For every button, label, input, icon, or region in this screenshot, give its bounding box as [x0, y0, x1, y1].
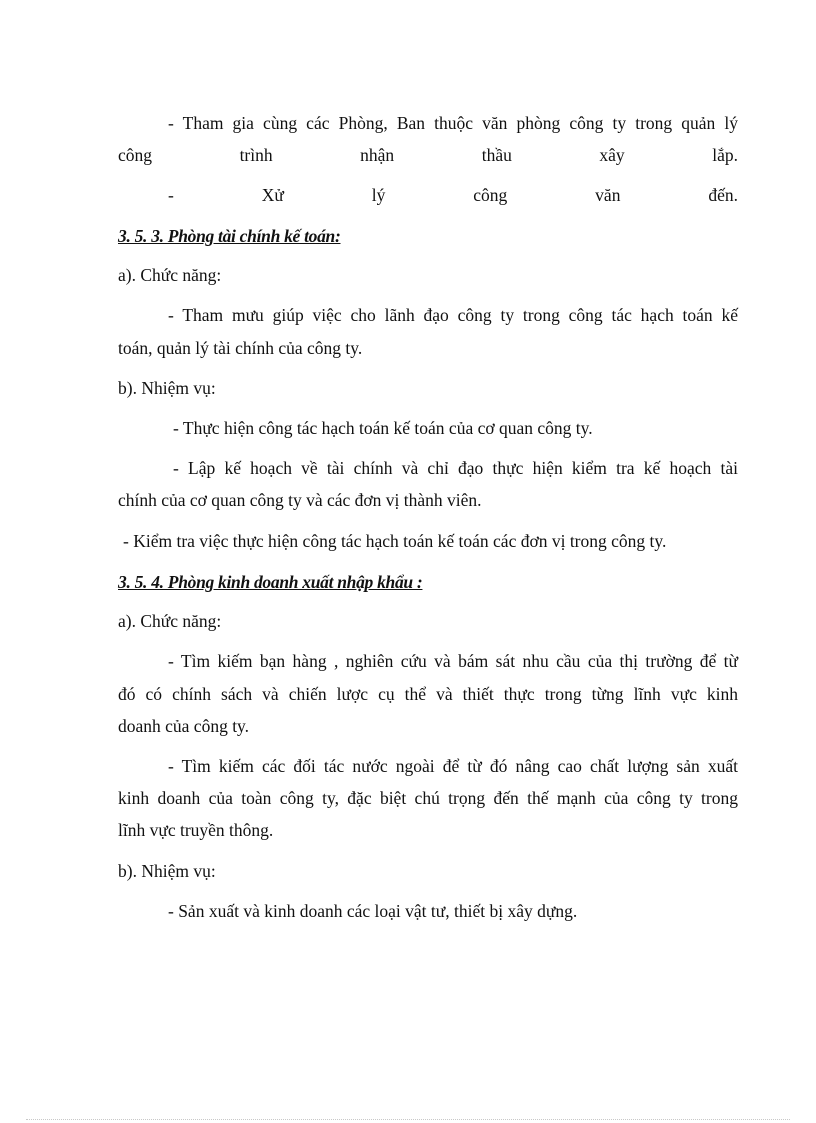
subsection-label: b). Nhiệm vụ:: [118, 861, 216, 881]
page-bottom-divider: [26, 1119, 790, 1120]
list-item: - Sản xuất và kinh doanh các loại vật tư, thiết bị xây dựng.: [168, 901, 578, 921]
paragraph-line: - Xử lý công văn đến.: [168, 185, 738, 205]
section-heading-3-5-4: 3. 5. 4. Phòng kinh doanh xuất nhập khẩu :: [118, 572, 423, 592]
subsection-label: a). Chức năng:: [118, 265, 222, 285]
section-heading-3-5-3: 3. 5. 3. Phòng tài chính kế toán:: [118, 226, 341, 246]
list-item: - Kiểm tra việc thực hiện công tác hạch toán kế toán các đơn vị trong công ty.: [123, 531, 667, 551]
list-item: - Lập kế hoạch về tài chính và chỉ đạo thực hiện kiểm tra kế hoạch tài: [173, 458, 738, 478]
paragraph-line: kinh doanh của toàn công ty, đặc biệt chú trọng đến thế mạnh của công ty trong: [118, 788, 738, 808]
list-item: - Thực hiện công tác hạch toán kế toán của cơ quan công ty.: [173, 418, 593, 438]
paragraph-line: toán, quản lý tài chính của công ty.: [118, 338, 363, 358]
subsection-label: b). Nhiệm vụ:: [118, 378, 216, 398]
paragraph-line: công trình nhận thầu xây lắp.: [118, 145, 738, 165]
paragraph-line: lĩnh vực truyền thông.: [118, 820, 274, 840]
document-page: [118, 0, 738, 1123]
paragraph-line: - Tham mưu giúp việc cho lãnh đạo công ty trong công tác hạch toán kế: [168, 305, 738, 325]
paragraph-line: đó có chính sách và chiến lược cụ thể và thiết thực trong từng lĩnh vực kinh: [118, 684, 738, 704]
subsection-label: a). Chức năng:: [118, 611, 222, 631]
paragraph-line: chính của cơ quan công ty và các đơn vị thành viên.: [118, 490, 482, 510]
paragraph-line: doanh của công ty.: [118, 716, 250, 736]
list-item: - Tìm kiếm các đối tác nước ngoài để từ đó nâng cao chất lượng sản xuất: [168, 756, 738, 776]
list-item: - Tìm kiếm bạn hàng , nghiên cứu và bám sát nhu cầu của thị trường để từ: [168, 651, 738, 671]
paragraph-line: - Tham gia cùng các Phòng, Ban thuộc văn phòng công ty trong quản lý: [168, 113, 738, 133]
